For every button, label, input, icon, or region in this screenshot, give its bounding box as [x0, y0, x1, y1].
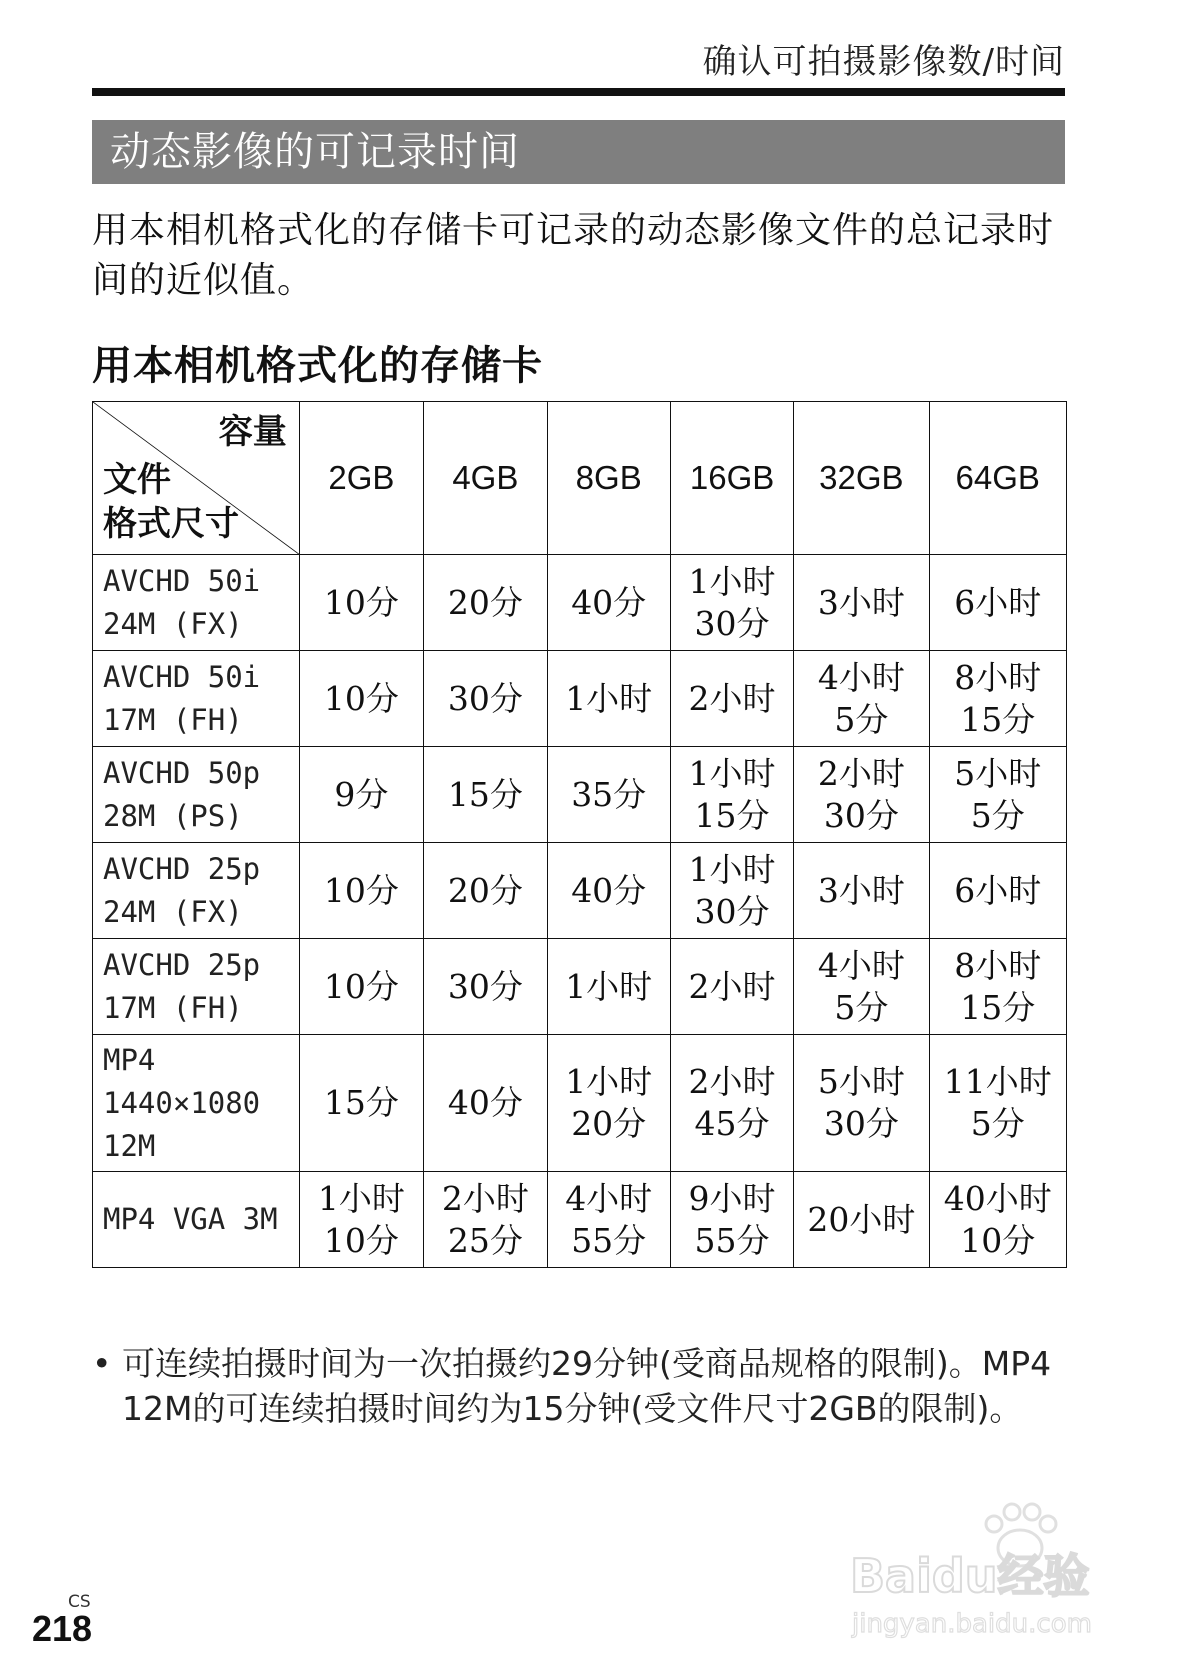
time-line: 30分 — [447, 966, 523, 1006]
format-cell — [93, 843, 300, 939]
recording-time-cell — [547, 651, 670, 747]
capacity-header-cell: 4GB — [424, 402, 547, 555]
time-line: 6小时 — [954, 870, 1042, 910]
recording-time-cell — [670, 555, 793, 651]
format-cell — [93, 651, 300, 747]
capacity-header-cell: 2GB — [299, 402, 423, 555]
corner-header-cell — [93, 402, 300, 555]
capacity-header-cell: 64GB — [929, 402, 1067, 555]
time-line: 10分 — [323, 678, 399, 718]
recording-time-cell — [424, 1172, 547, 1268]
time-line: 1小时 — [688, 753, 776, 793]
format-cell — [93, 939, 300, 1035]
table-row — [93, 651, 1067, 747]
recording-time-cell — [299, 747, 423, 843]
footnote — [92, 1341, 1067, 1431]
time-line: 2小时 — [688, 678, 776, 718]
time-line: 20分 — [447, 870, 523, 910]
time-line: 30分 — [447, 678, 523, 718]
format-line: 17M (FH) — [103, 990, 243, 1025]
baidu-watermark — [842, 1500, 1142, 1650]
recording-time-cell — [929, 843, 1067, 939]
capacity-header-cell: 32GB — [794, 402, 929, 555]
time-line: 9分 — [334, 774, 389, 814]
recording-time-cell — [794, 1172, 929, 1268]
time-line: 10分 — [323, 966, 399, 1006]
recording-time-cell — [670, 747, 793, 843]
recording-time-cell — [670, 843, 793, 939]
format-line: 24M (FX) — [103, 894, 243, 929]
recording-time-cell — [794, 555, 929, 651]
recording-time-cell — [424, 843, 547, 939]
format-cell — [93, 555, 300, 651]
time-line: 20小时 — [807, 1199, 916, 1239]
time-line: 15分 — [694, 795, 770, 835]
recording-time-cell — [670, 1035, 793, 1172]
format-cell — [93, 747, 300, 843]
watermark-brand-text: Baidu经验 — [850, 1549, 1090, 1603]
time-line: 55分 — [571, 1220, 647, 1260]
time-line: 45分 — [694, 1104, 770, 1143]
time-line: 4小时 — [565, 1178, 653, 1218]
time-line: 20分 — [571, 1104, 647, 1143]
time-line: 30分 — [823, 1104, 899, 1143]
capacity-header-cell: 8GB — [547, 402, 670, 555]
time-line: 11小时 — [943, 1062, 1052, 1101]
recording-time-cell — [929, 939, 1067, 1035]
recording-time-cell — [547, 1172, 670, 1268]
recording-time-cell — [670, 1172, 793, 1268]
time-line: 3小时 — [817, 582, 905, 622]
time-line: 25分 — [447, 1220, 523, 1260]
format-cell — [93, 1172, 300, 1268]
time-line: 10分 — [960, 1220, 1036, 1260]
recording-time-table — [92, 401, 1067, 1268]
recording-time-cell — [424, 555, 547, 651]
time-line: 2小时 — [688, 1062, 776, 1101]
time-line: 1小时 — [688, 561, 776, 601]
time-line: 6小时 — [954, 582, 1042, 622]
time-line: 40分 — [571, 870, 647, 910]
time-line: 4小时 — [817, 945, 905, 985]
recording-time-cell — [670, 939, 793, 1035]
recording-time-cell — [424, 747, 547, 843]
file-format-label: 文件 格式尺寸 — [103, 460, 239, 544]
recording-time-cell — [929, 1035, 1067, 1172]
recording-time-cell — [929, 1172, 1067, 1268]
table-row — [93, 747, 1067, 843]
recording-time-cell — [794, 939, 929, 1035]
recording-time-cell — [424, 939, 547, 1035]
time-line: 40小时 — [943, 1178, 1052, 1218]
time-line: 4小时 — [817, 657, 905, 697]
recording-time-cell — [299, 1035, 423, 1172]
format-line: 17M (FH) — [103, 702, 243, 737]
recording-time-cell — [424, 1035, 547, 1172]
time-line: 55分 — [694, 1220, 770, 1260]
time-line: 8小时 — [954, 945, 1042, 985]
recording-time-cell — [299, 843, 423, 939]
table-row — [93, 939, 1067, 1035]
time-line: 20分 — [447, 582, 523, 622]
format-cell — [93, 1035, 300, 1172]
format-line: 24M (FX) — [103, 606, 243, 641]
time-line: 5分 — [834, 699, 889, 739]
bullet-icon: • — [92, 1344, 112, 1383]
recording-time-cell — [794, 843, 929, 939]
section-title-bar — [92, 120, 1065, 184]
time-line: 5小时 — [817, 1062, 905, 1101]
time-line: 10分 — [323, 582, 399, 622]
time-line: 8小时 — [954, 657, 1042, 697]
time-line: 2小时 — [688, 966, 776, 1006]
time-line: 30分 — [823, 795, 899, 835]
format-line: 1440×1080 — [103, 1085, 261, 1120]
table-row — [93, 1172, 1067, 1268]
recording-time-cell — [929, 747, 1067, 843]
recording-time-cell — [299, 651, 423, 747]
recording-time-cell — [547, 939, 670, 1035]
recording-time-cell — [929, 651, 1067, 747]
capacity-header-cell: 16GB — [670, 402, 793, 555]
format-line: MP4 — [103, 1042, 156, 1077]
header-rule — [92, 88, 1065, 96]
time-line: 5分 — [970, 795, 1025, 835]
recording-time-cell — [547, 555, 670, 651]
table-row — [93, 555, 1067, 651]
time-line: 15分 — [960, 987, 1036, 1027]
format-line: AVCHD 25p — [103, 947, 261, 982]
time-line: 1小时 — [317, 1178, 405, 1218]
time-line: 2小时 — [441, 1178, 529, 1218]
time-line: 5分 — [970, 1104, 1025, 1143]
table-header-row — [93, 402, 1067, 555]
time-line: 15分 — [960, 699, 1036, 739]
time-line: 30分 — [694, 891, 770, 931]
page-number: 218 — [32, 1608, 93, 1649]
table-row — [93, 843, 1067, 939]
table-subheading: 用本相机格式化的存储卡 — [92, 343, 543, 389]
time-line: 1小时 — [565, 966, 653, 1006]
time-line: 5分 — [834, 987, 889, 1027]
table-row — [93, 1035, 1067, 1172]
time-line: 2小时 — [817, 753, 905, 793]
recording-time-cell — [547, 843, 670, 939]
recording-time-cell — [547, 1035, 670, 1172]
recording-time-cell — [794, 651, 929, 747]
time-line: 5小时 — [954, 753, 1042, 793]
time-line: 30分 — [694, 603, 770, 643]
recording-time-cell — [929, 555, 1067, 651]
time-line: 40分 — [447, 1083, 523, 1122]
running-header-title: 确认可拍摄影像数/时间 — [702, 42, 1065, 82]
format-line: 28M (PS) — [103, 798, 243, 833]
recording-time-cell — [299, 1172, 423, 1268]
time-line: 10分 — [323, 870, 399, 910]
time-line: 1小时 — [565, 1062, 653, 1101]
format-line: AVCHD 50i — [103, 659, 261, 694]
intro-paragraph: 用本相机格式化的存储卡可记录的动态影像文件的总记录时间的近似值。 — [92, 210, 1055, 301]
format-line: 12M — [103, 1128, 156, 1163]
recording-time-cell — [424, 651, 547, 747]
time-line: 3小时 — [817, 870, 905, 910]
recording-time-cell — [547, 747, 670, 843]
time-line: 40分 — [571, 582, 647, 622]
watermark-url-text: jingyan.baidu.com — [852, 1609, 1092, 1639]
format-line: AVCHD 50i — [103, 563, 261, 598]
format-line: MP4 VGA 3M — [103, 1202, 278, 1236]
time-line: 35分 — [571, 774, 647, 814]
time-line: 15分 — [323, 1083, 399, 1122]
time-line: 1小时 — [688, 849, 776, 889]
time-line: 10分 — [323, 1220, 399, 1260]
format-line: AVCHD 25p — [103, 851, 261, 886]
recording-time-cell — [299, 939, 423, 1035]
recording-time-cell — [794, 747, 929, 843]
format-line: AVCHD 50p — [103, 755, 261, 790]
language-code: CS — [68, 1592, 91, 1612]
recording-time-cell — [299, 555, 423, 651]
time-line: 1小时 — [565, 678, 653, 718]
time-line: 15分 — [447, 774, 523, 814]
recording-time-cell — [670, 651, 793, 747]
section-title: 动态影像的可记录时间 — [110, 129, 520, 175]
footnote-text: 可连续拍摄时间为一次拍摄约29分钟(受商品规格的限制)。MP4 12M的可连续拍摄时间约为15分钟(受文件尺寸2GB的限制)。 — [122, 1344, 1052, 1428]
capacity-label: 容量 — [218, 412, 287, 452]
recording-time-cell — [794, 1035, 929, 1172]
time-line: 9小时 — [688, 1178, 776, 1218]
